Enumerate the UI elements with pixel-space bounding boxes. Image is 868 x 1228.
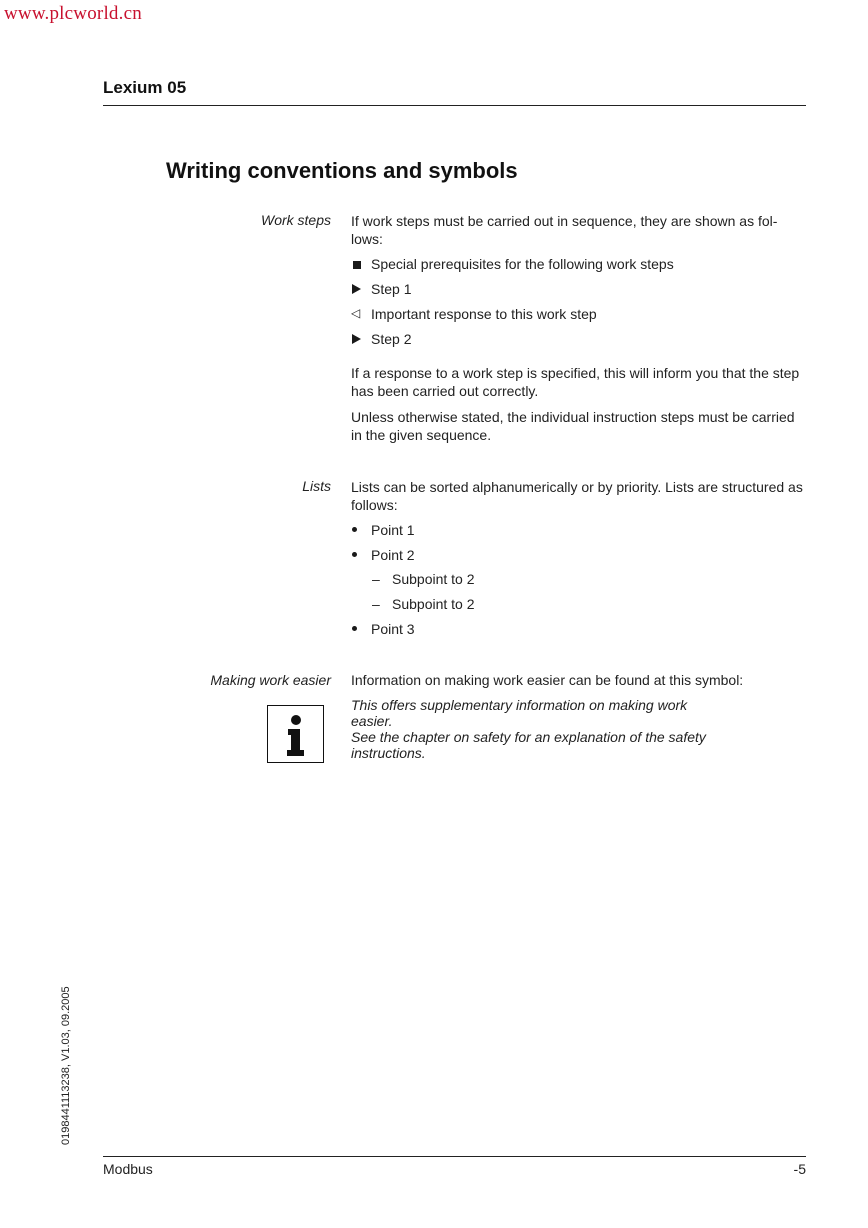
lists-intro-text: Lists can be sorted alphanumerically or by priority. Lists are structured as follows: [351,479,803,513]
section-title: Writing conventions and symbols [166,158,518,183]
step-arrow-icon [352,334,361,344]
list-item: Point 2 [371,547,415,563]
header-divider [103,105,806,106]
list-item: Point 1 [371,522,415,538]
work-steps-intro [351,212,806,248]
info-icon [267,705,324,763]
work-step-item: Special prerequisites for the following work steps [371,256,674,272]
work-steps-label: Work steps [260,212,331,228]
work-step-item: Step 2 [371,331,412,347]
prerequisite-square-icon [353,261,361,269]
response-note-text: If a response to a work step is specified, this will inform you that the step has been carried out correctly. [351,365,800,399]
lists-intro [351,478,806,514]
footer-page-number: -5 [793,1161,806,1177]
info-glyph-icon [268,706,322,761]
work-steps-sequence-note [351,408,806,444]
info-note-line: This offers supplementary information on making work easier. [351,697,688,729]
dash-icon: – [372,596,380,612]
bullet-icon [352,527,357,532]
info-note [351,697,731,761]
watermark-url[interactable]: www.plcworld.cn [4,3,142,24]
work-easier-label: Making work easier [210,672,331,688]
list-item: Point 3 [371,621,415,637]
footer-section-name: Modbus [103,1161,153,1177]
footer-divider [103,1156,806,1157]
lists-label: Lists [302,478,331,494]
work-steps-intro-text: If work steps must be carried out in sequence, they are shown as fol-lows: [351,213,778,247]
step-arrow-icon [352,284,361,294]
sequence-note-text: Unless otherwise stated, the individual instruction steps must be carried in the given sequence. [351,409,795,443]
bullet-icon [352,552,357,557]
work-step-item: Important response to this work step [371,306,597,322]
bullet-icon [352,626,357,631]
dash-icon: – [372,571,380,587]
work-easier-intro: Information on making work easier can be found at this symbol: [351,672,744,688]
response-arrow-icon: ◁ [351,306,361,320]
document-id: 0198441113238, V1.03, 09.2005 [60,986,72,1145]
info-note-line: See the chapter on safety for an explanation of the safety instructions. [351,729,706,761]
list-subitem: Subpoint to 2 [392,596,475,612]
work-step-item: Step 1 [371,281,412,297]
document-header-title: Lexium 05 [103,78,187,97]
list-subitem: Subpoint to 2 [392,571,475,587]
work-steps-response-note [351,364,806,400]
